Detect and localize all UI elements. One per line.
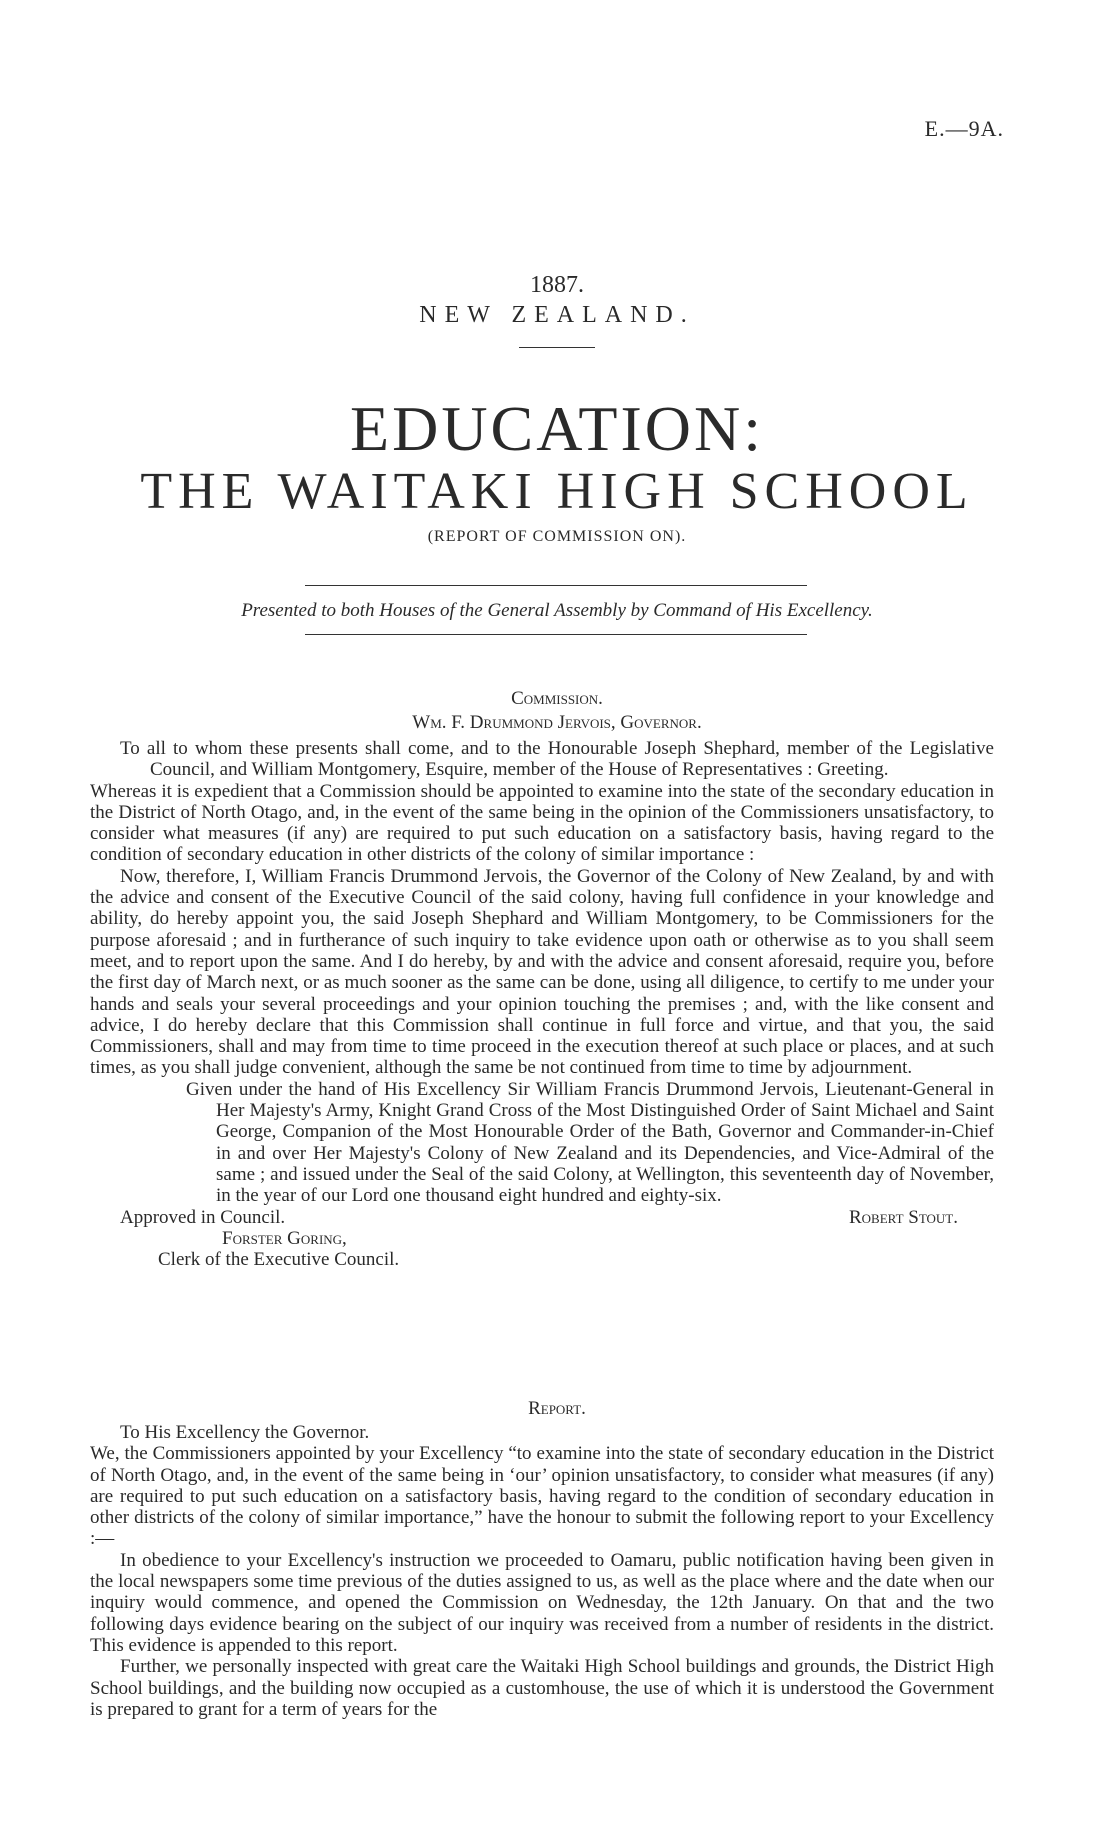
year: 1887. [530,272,584,298]
premier-signature: Robert Stout. [849,1206,958,1228]
given-paragraph: Given under the hand of His Excellency Sir William Francis Drummond Jervois, Lieutenant-General in Her Majesty's Army, Knight Grand Cross of the Most Distinguished Order of Saint Michael and Saint George, Companion of the Most Honourable Order of the Bath, Governor and Commander-in-Chief in and over Her Majesty's Colony of New Zealand and its Dependencies, and Vice-Admiral of the same ; and issued under the Seal of the said Colony, at Wellington, this seventeenth day of November, in the year of our Lord one thousand eight hundred and eighty-six. [186,1078,994,1207]
presented-line: Presented to both Houses of the General Assembly by Command of His Excellency. [241,600,873,621]
governor-signature: Wm. F. Drummond Jervois, Governor. [412,712,702,733]
report-paragraph-2: In obedience to your Excellency's instruction we proceeded to Oamaru, public notification having been given in the local newspapers some time previous of the duties assigned to us, as well as the place where and the date when our inquiry would commence, and opened the Commission on Wednesday, the 12th January. On that and the two following days evidence bearing on the subject of our inquiry was received from a number of residents in the district. This evidence is appended to this report. [90,1549,994,1656]
paper-reference: E.—9A. [924,116,1004,141]
school-title: THE WAITAKI HIGH SCHOOL [140,463,974,520]
report-paragraph-1: We, the Commissioners appointed by your Excellency “to examine into the state of secondary education in the District of North Otago, and, in the event of the same being in ‘our’ opinion unsatisfactory, to consider what measures (if any) are required to put such education on a satisfactory basis, having regard to the condition of secondary education in other districts of the colony of similar importance,” have the honour to submit the following report to your Excellency :— [90,1443,994,1550]
main-title: EDUCATION: [350,393,764,464]
approved-in-council: Approved in Council. [120,1206,286,1228]
divider [305,585,807,586]
divider [305,634,807,635]
commission-body [90,738,994,1270]
approval-row [90,1207,994,1228]
clerk-title: Clerk of the Executive Council. [158,1249,400,1271]
report-salutation: To His Excellency the Governor. [120,1422,370,1443]
clerk-name: Forster Goring, [222,1227,347,1249]
whereas-paragraph: Whereas it is expedient that a Commission should be appointed to examine into the state of the secondary education in the District of North Otago, and, in the event of the same being in the opinion of the Commissioners unsatisfactory, to consider what measures (if any) are required to put such education on a satisfactory basis, having regard to the condition of secondary education in other districts of the colony of similar importance : [90,780,994,866]
commission-heading: Commission. [511,688,603,709]
report-heading: Report. [528,1398,586,1419]
country-heading: NEW ZEALAND. [419,302,695,328]
report-paragraph-3: Further, we personally inspected with great care the Waitaki High School buildings and grounds, the District High School buildings, and the building now occupied as a customhouse, the use of which it is understood the Government is prepared to grant for a term of years for the [90,1656,994,1720]
commission-address: To all to whom these presents shall come, and to the Honourable Joseph Shephard, member of the Legislative Council, and William Montgomery, Esquire, member of the House of Representatives : Greeting. [120,738,994,781]
now-therefore-paragraph: Now, therefore, I, William Francis Drummond Jervois, the Governor of the Colony of New Zealand, by and with the advice and consent of the Executive Council of the said colony, having full confidence in your knowledge and ability, do hereby appoint you, the said Joseph Shephard and William Montgomery, to be Commissioners for the purpose aforesaid ; and in furtherance of such inquiry to take evidence upon oath or otherwise as to you shall seem meet, and to report upon the same. And I do hereby, by and with the advice and consent aforesaid, require you, before the first day of March next, or as much sooner as the same can be done, using all diligence, to certify to me under your hands and seals your several proceedings and your opinion touching the premises ; and, with the like consent and advice, I do hereby declare that this Commission shall continue in full force and virtue, and that you, the said Commissioners, shall and may from time to time proceed in the execution thereof at such place or places, and at such times, as you shall judge convenient, although the same be not continued from time to time by adjournment. [90,865,994,1079]
divider [519,347,595,348]
subtitle: (REPORT OF COMMISSION ON). [427,528,687,545]
report-body [90,1422,994,1720]
